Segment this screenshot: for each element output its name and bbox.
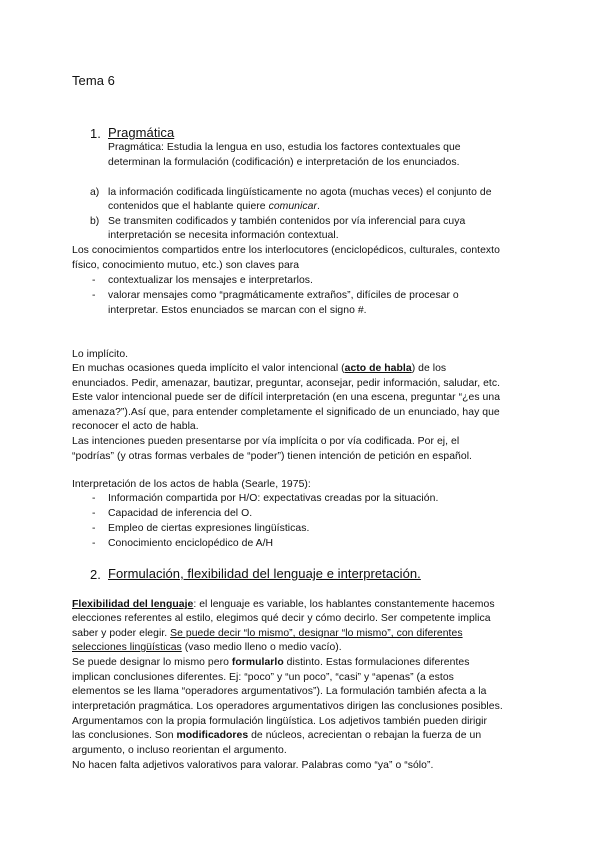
paragraph-2-text: En muchas ocasiones queda implícito el valor intencional ( <box>72 363 345 374</box>
paragraph-4-line-7: elementos se les llama “operadores argumentativos”). La formulación también afecta a la <box>72 686 487 697</box>
paragraph-2-line-3: Este valor intencional puede ser de difícil interpretación (en una escena, preguntar “¿es una <box>72 392 501 403</box>
italic-word: comunicar <box>268 201 317 212</box>
paragraph-4-line-10 <box>72 729 481 743</box>
implicit-heading: Lo implícito. <box>72 349 129 360</box>
searle-item-4: Conocimiento enciclopédico de A/H <box>108 538 274 549</box>
paragraph-2-line-4: amenaza?”).Así que, para entender completamente el significado de un enunciado, hay que <box>72 407 500 418</box>
section-2-number: 2. <box>90 567 101 582</box>
paragraph-4-line-4 <box>72 641 342 655</box>
paragraph-4-text: de núcleos, acrecientan o rebajan la fuerza de un <box>248 730 482 741</box>
underlined-phrase: selecciones lingüísticas <box>72 642 182 653</box>
paragraph-4-line-11: argumento, o incluso reorientan el argumento. <box>72 745 287 756</box>
paragraph-4-line-9: Argumentamos con la propia formulación lingüística. Los adjetivos también pueden dirigir <box>72 716 488 727</box>
dash-marker: - <box>92 523 96 534</box>
underlined-phrase: Se puede decir “lo mismo”, designar “lo mismo”, con diferentes <box>170 628 463 639</box>
paragraph-4-text: distinto. Estas formulaciones diferentes <box>283 657 470 668</box>
paragraph-1-line-1: Los conocimientos compartidos entre los interlocutores (enciclopédicos, culturales, contexto <box>72 245 500 256</box>
dash-marker: - <box>92 275 96 286</box>
list-item-b-line-1: Se transmiten codificados y también contenidos por vía inferencial para cuya <box>108 216 466 227</box>
bold-term-formularlo: formularlo <box>231 657 284 668</box>
section-1-number: 1. <box>90 126 101 141</box>
paragraph-4-line-12: No hacen falta adjetivos valorativos para valorar. Palabras como “ya” o “sólo”. <box>72 760 434 771</box>
list-item-a-line-2 <box>108 200 320 214</box>
paragraph-4-line-5 <box>72 656 469 670</box>
searle-item-3: Empleo de ciertas expresiones lingüísticas. <box>108 523 310 534</box>
list-marker-b: b) <box>90 216 100 227</box>
section-1-line-2: determinan la formulación (codificación) e interpretación de los enunciados. <box>108 157 460 168</box>
paragraph-2-line-5: reconocer el acto de habla. <box>72 421 199 432</box>
paragraph-2-line-7: “podrías” (y otras formas verbales de “poder”) tienen intención de petición en español. <box>72 451 472 462</box>
dash-marker: - <box>92 508 96 519</box>
dash-item-2-line-2: interpretar. Estos enunciados se marcan con el signo #. <box>108 305 367 316</box>
dash-marker: - <box>92 493 96 504</box>
paragraph-4-line-3 <box>72 627 463 641</box>
paragraph-4-line-1 <box>72 598 495 612</box>
paragraph-2-line-6: Las intenciones pueden presentarse por vía implícita o por vía codificada. Por ej, el <box>72 436 460 447</box>
paragraph-4-text: las conclusiones. Son <box>72 730 177 741</box>
searle-item-1: Información compartida por H/O: expectativas creadas por la situación. <box>108 493 439 504</box>
bold-term-modificadores: modificadores <box>176 730 249 741</box>
paragraph-1-line-2: físico, conocimiento mutuo, etc.) son claves para <box>72 260 300 271</box>
searle-heading: Interpretación de los actos de habla (Searle, 1975): <box>72 479 311 490</box>
list-item-b-line-2: interpretación se necesita información contextual. <box>108 230 339 241</box>
list-item-a-text: contenidos que el hablante quiere <box>108 201 269 212</box>
list-item-a-period: . <box>316 201 320 212</box>
paragraph-4-text: (vaso medio lleno o medio vacío). <box>181 642 342 653</box>
section-2-heading: Formulación, flexibilidad del lenguaje e interpretación. <box>108 566 421 581</box>
paragraph-4-line-6: implican conclusiones diferentes. Ej: “poco” y “un poco”, “casi” y “apenas” (a estos <box>72 672 454 683</box>
dash-marker: - <box>92 290 96 301</box>
list-marker-a: a) <box>90 187 100 198</box>
searle-item-2: Capacidad de inferencia del O. <box>108 508 253 519</box>
section-1-line-1: Pragmática: Estudia la lengua en uso, estudia los factores contextuales que <box>108 142 461 153</box>
dash-item-1: contextualizar los mensajes e interpretarlos. <box>108 275 313 286</box>
paragraph-4-text: Se puede designar lo mismo pero <box>72 657 232 668</box>
bold-term-flexibilidad: Flexibilidad del lenguaje <box>72 599 194 610</box>
section-1-heading: Pragmática <box>108 125 175 140</box>
dash-item-2-line-1: valorar mensajes como “pragmáticamente extraños”, difíciles de procesar o <box>108 290 459 301</box>
paragraph-2-line-2: enunciados. Pedir, amenazar, bautizar, preguntar, aconsejar, pedir información, saludar, etc. <box>72 378 501 389</box>
list-item-a-line-1: la información codificada lingüísticamente no agota (muchas veces) el conjunto de <box>108 187 492 198</box>
paragraph-4-line-8: interpretación pragmática. Los operadores argumentativos dirigen las conclusiones posibles. <box>72 701 503 712</box>
paragraph-4-line-2: elecciones referentes al estilo, elegimos qué decir y cómo decirlo. Ser competente implica <box>72 613 491 624</box>
document-title: Tema 6 <box>72 73 115 88</box>
paragraph-2-line-1 <box>72 362 446 376</box>
paragraph-4-text: saber y poder elegir. <box>72 628 171 639</box>
bold-term-acto-de-habla: acto de habla <box>344 363 412 374</box>
paragraph-2-text: ) de los <box>411 363 447 374</box>
dash-marker: - <box>92 538 96 549</box>
paragraph-4-text: : el lenguaje es variable, los hablantes constantemente hacemos <box>193 599 495 610</box>
